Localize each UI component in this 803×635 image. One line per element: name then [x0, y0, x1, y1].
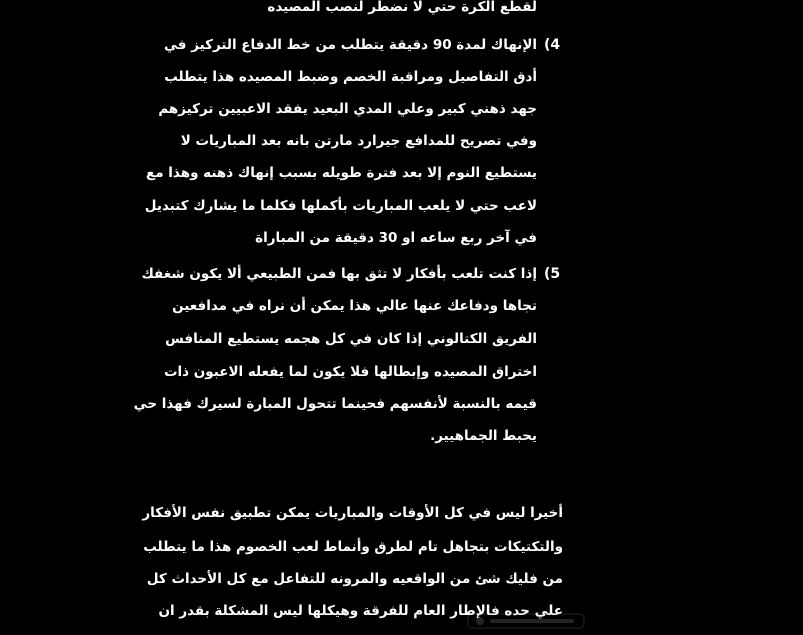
item5-line-5: قيمه بالنسبة لأنفسهم فحينما تتحول المبارة لسيرك فهذا حي — [133, 396, 537, 412]
item4-line-5: يستطيع النوم إلا بعد فترة طويله بسبب إنهاك ذهنه وهذا مع — [146, 165, 537, 181]
item4-line-2: أدق التفاصيل ومراقبة الخصم وضبط المصيده هذا يتطلب — [164, 69, 537, 85]
item4-line-6: لاعب حتي لا يلعب المباريات بأكملها فكلما ما يشارك كتبديل — [144, 198, 537, 214]
item5-line-1: إذا كنت تلعب بأفكار لا تثق بها فمن الطبيعي ألا يكون شغفك — [141, 266, 537, 282]
item5-line-4: اختراق المصيده وإبطالها فلا يكون لما يفعله الاعبون ذات — [163, 364, 537, 380]
item4-line-4: وفي تصريح للمدافع جيرارد مارتن بانه بعد المباريات لا — [180, 133, 537, 149]
item5-line-6: يحبط الجماهيير. — [430, 428, 537, 444]
item5-line-3: الفريق الكتالوني إذا كان في كل هجمه يستطيع المنافس — [165, 331, 537, 347]
item4-number: (4 — [544, 37, 561, 53]
watermark-logo-icon — [466, 610, 586, 632]
item4-line-3: جهد ذهني كبير وعلي المدي البعيد يفقد الاعبيين تركيزهم — [158, 101, 537, 117]
conclusion-line-3: من فليك شئ من الواقعيه والمرونه للتفاعل مع كل الأحداث كل — [146, 571, 563, 587]
conclusion-line-4: علي حده فالإطار العام للفرقة وهيكلها ليس المشكلة بقدر ان — [158, 603, 563, 619]
conclusion-line-2: والتكتيكات بتجاهل تام لطرق وأنماط لعب الخصوم هذا ما يتطلب — [143, 539, 563, 555]
item5-number: (5 — [544, 266, 561, 282]
item4-line-7: في آخر ربع ساعه او 30 دقيقة من المباراة — [255, 230, 537, 246]
item5-line-2: تجاها ودفاعك عنها عالي هذا يمكن أن نراه في مدافعين — [172, 298, 537, 314]
item4-line-1: الإنهاك لمدة 90 دقيقة يتطلب من خط الدفاع التركيز في — [164, 37, 537, 53]
conclusion-line-1: أخيرا ليس في كل الأوقات والمباريات يمكن تطبيق نفس الأفكار — [142, 505, 563, 521]
intro-tail-line: لقطع الكرة حتي لا نضطر لنصب المصيده — [267, 0, 537, 15]
